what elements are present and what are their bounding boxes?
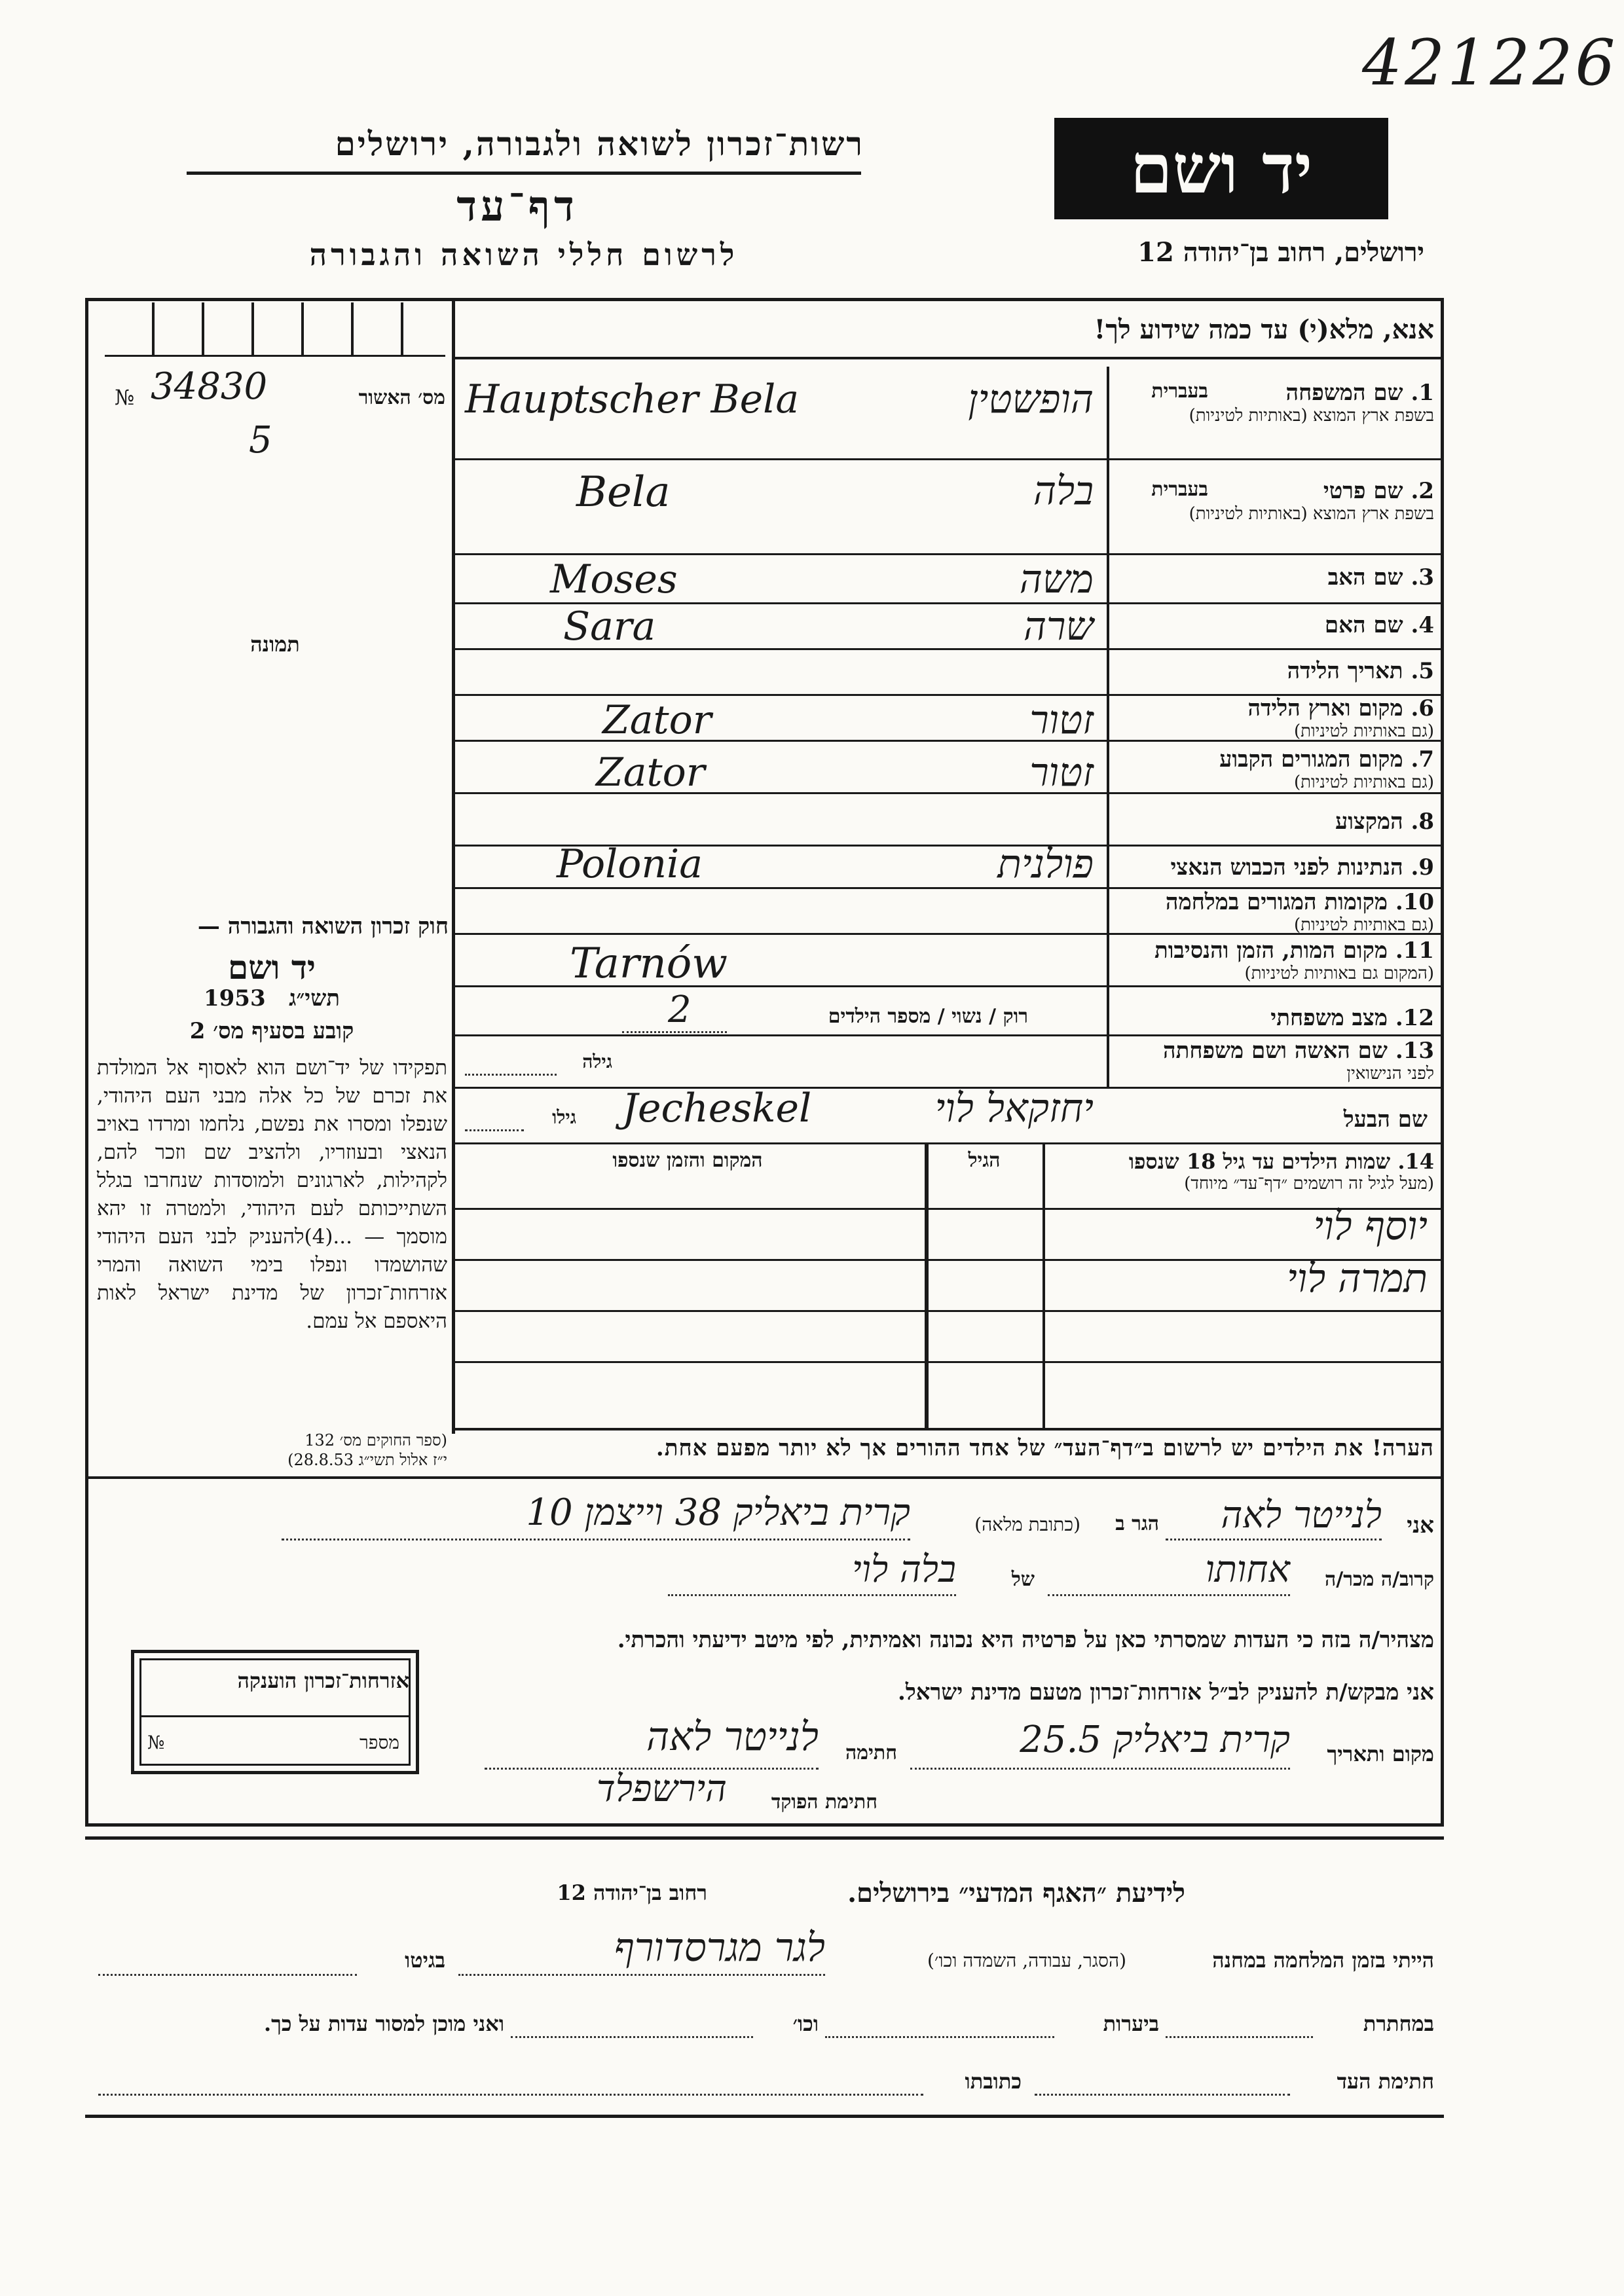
field-1-lang: בעברית <box>1151 380 1208 403</box>
law-year-heb: תשי״ג <box>289 985 341 1011</box>
field-10-num: 10. <box>1395 889 1434 915</box>
field-8-label <box>1113 809 1434 835</box>
field-6-label <box>1113 695 1434 741</box>
marital-options: רוק / נשוי / מספר הילדים <box>828 1005 1028 1028</box>
declarant-resides: הגר ב <box>1115 1512 1159 1535</box>
camp-line-underline <box>458 1974 825 1976</box>
field-11-label <box>1113 938 1434 983</box>
underground-label: במחתרת <box>1363 2011 1434 2036</box>
note-rule <box>85 1476 1444 1479</box>
field-9-latin-value: Polonia <box>557 841 703 887</box>
officer-label: חתימת הפוקד <box>771 1791 877 1813</box>
org-line: רשות־זכרון לשואה ולגבורה, ירושלים <box>335 124 864 163</box>
wife-age-line <box>465 1074 557 1076</box>
field-5-name: תאריך הלידה <box>1287 658 1403 684</box>
relation-of: של <box>1011 1568 1035 1591</box>
child-1-name: יוסף לוי <box>1313 1203 1428 1249</box>
field-4-latin-value: Sara <box>563 604 656 649</box>
cert-label: מס׳ האשור <box>358 386 445 409</box>
children-subtitle-text: (מעל לגיל זה רושמים ״דף־עד״ מיוחד) <box>1184 1174 1434 1194</box>
note: הערה! את הילדים יש לרשום ב״דף־העד״ של אחד ההורים אך לא יותר מפעם אחת. <box>655 1435 1434 1461</box>
field-3-latin-value: Moses <box>550 556 678 602</box>
forests-line <box>825 2036 1054 2038</box>
field-12-name: מצב משפחתי <box>1270 1005 1388 1031</box>
field-4-hebrew-value: שרה <box>1023 604 1094 649</box>
field-12-label <box>1113 1005 1434 1031</box>
field-10-sublabel: (גם באותיות לטיניות) <box>1293 915 1434 935</box>
wife-age-label: גילה <box>582 1051 612 1072</box>
camp-line-b: בגיטו <box>405 1948 445 1973</box>
forests-label: ביערות <box>1103 2011 1159 2036</box>
place-date-label: מקום ותאריך <box>1327 1741 1434 1766</box>
field-4-label <box>1113 612 1434 638</box>
place-date-line <box>910 1768 1290 1770</box>
field-10-name: מקומות המגורים במלחמה <box>1165 889 1388 915</box>
top-note-rule <box>453 357 1442 359</box>
bottom-rule-bottom <box>85 2115 1444 2118</box>
field-7-label <box>1113 746 1434 792</box>
place-date-value: קרית ביאליק 25.5 <box>1020 1719 1290 1761</box>
field-7-name: מקום המגורים הקבוע <box>1219 746 1403 773</box>
field-2-sublabel: בשפת ארץ המוצא (באותיות לטיניות) <box>1189 504 1434 524</box>
request-text: אני מבקש/ת להעניק לב״ל אזרחות־זכרון מטעם מדינת ישראל. <box>898 1679 1434 1705</box>
field-8-num: 8. <box>1411 809 1434 835</box>
field-9-name: הנתינות לפני הכבוש הנאצי <box>1170 854 1403 881</box>
camp-line-hint: (הסגר, עבודה, השמדה וכו׳) <box>927 1950 1126 1971</box>
relation-of-line <box>668 1594 956 1596</box>
field-9-hebrew-value: פולנית <box>997 841 1094 887</box>
field-2-num: 2. <box>1411 478 1434 504</box>
declarant-address: קרית ביאליק 38 וייצמן 10 <box>526 1491 910 1534</box>
field-1-hebrew-value: הופשטין <box>968 376 1094 422</box>
field-2-hebrew-value: בלה <box>1033 468 1094 514</box>
field-1-sublabel: בשפת ארץ המוצא (באותיות לטיניות) <box>1189 406 1434 426</box>
declarant-address-hint: (כתובת מלאה) <box>974 1514 1080 1535</box>
field-11-num: 11. <box>1395 938 1434 964</box>
field-7-latin-value: Zator <box>596 750 705 795</box>
husband-latin-value: Jecheskel <box>622 1085 812 1131</box>
bottom-title: לידיעת ״האגף המדעי״ בירושלים. <box>847 1878 1185 1908</box>
declarant-name: לנייטר לאה <box>1221 1494 1382 1537</box>
field-3-num: 3. <box>1411 564 1434 591</box>
field-11-name: מקום המות, הזמן והנסיבות <box>1154 938 1388 964</box>
witness-sig-label: חתימת העד <box>1337 2069 1434 2094</box>
field-3-label <box>1113 564 1434 591</box>
witness-addr-line <box>98 2094 923 2096</box>
officer-signature: הירשפלד <box>596 1768 727 1810</box>
field-10-label <box>1113 889 1434 935</box>
law-title: חוק זכרון השואה והגבורה — <box>197 913 449 939</box>
field-6-name: מקום וארץ הלידה <box>1247 695 1403 721</box>
logo: יד ושם <box>1054 118 1388 219</box>
form-title: דף־עד <box>456 182 578 231</box>
testimony-label: ואני מוכן למסור עדות על כך. <box>263 2011 504 2036</box>
signature-label: חתימה <box>845 1741 897 1764</box>
field-9-label <box>1113 854 1434 881</box>
cert-boxes <box>105 302 445 357</box>
field-6-sublabel: (גם באותיות לטיניות) <box>1293 721 1434 741</box>
husband-hebrew-value: יחזקאל לוי <box>934 1085 1094 1131</box>
law-year <box>95 985 449 1011</box>
witness-sig-line <box>1035 2094 1290 2096</box>
camp-line-value: לגר מגרסדורף <box>614 1925 825 1971</box>
field-1-num: 1. <box>1411 380 1434 406</box>
field-7-num: 7. <box>1411 746 1434 773</box>
field-6-hebrew-value: זטור <box>1029 697 1094 743</box>
field-2-name: שם פרטי <box>1323 478 1403 504</box>
declarant-name-line <box>1166 1539 1382 1540</box>
field-1-latin-value: Hauptscher Bela <box>465 376 800 422</box>
relation-value: אחותו <box>1205 1548 1290 1591</box>
header-address: ירושלים, רחוב בן־יהודה 12 <box>1137 237 1424 268</box>
children-col-age: הגיל <box>968 1149 1001 1172</box>
top-note: אנא, מלא(י) עד כמה שידוע לך! <box>1094 314 1434 345</box>
law-body: תפקידו של יד־ושם הוא לאסוף אל המולדת את זכרם של כל אלה מבני העם היהודי, שנפלו ומסרו את נפשם, נלחמו ומרדו באויב הנאצי ובעוזריו, ולהציב שם וזכר להם, לקהילות, לארגונים ולמוסדות שנחרבו בגלל השתייכותם לעם היהודי, ולמטרה זו יהא מוסמך — ...(4)להעניק לבני העם היהודי שהושמדו ונפלו בימי השואה והמרי אזרחות־זכרון של מדינת ישראל לאות היאספם אל עמם. <box>97 1056 447 1333</box>
field-13-label <box>1113 1038 1434 1084</box>
field-6-num: 6. <box>1411 695 1434 721</box>
field-3-name: שם האב <box>1327 564 1403 591</box>
husband-age-label: גילו <box>552 1106 576 1128</box>
field-3-hebrew-value: משה <box>1019 556 1094 602</box>
field-13-name: שם האשה ושם משפחתה <box>1163 1038 1388 1064</box>
citizenship-title: אזרחות־זכרון הוענקה <box>237 1668 409 1693</box>
husband-label: שם הבעל <box>1343 1106 1428 1133</box>
field-5-num: 5. <box>1411 658 1434 684</box>
relation-of-name: בלה לוי <box>851 1548 956 1591</box>
field-11-latin-value: Tarnów <box>570 939 728 988</box>
law-name: יד ושם <box>228 948 316 987</box>
field-5-label <box>1113 658 1434 684</box>
cert-number-sign: № <box>115 385 135 410</box>
field-8-name: המקצוע <box>1335 809 1403 835</box>
field-4-name: שם האם <box>1324 612 1403 638</box>
field-7-hebrew-value: זטור <box>1029 750 1094 795</box>
field-13-num: 13. <box>1395 1038 1434 1064</box>
law-ref-b: י״ז אלול תשי״ג 28.8.53) <box>287 1451 447 1469</box>
law-section: קובע בסעיף מס׳ 2 <box>189 1018 354 1044</box>
citizenship-number-sign: № <box>147 1732 165 1753</box>
field-1-name: שם המשפחה <box>1285 380 1403 406</box>
field-11-sublabel: (המקום גם באותיות לטיניות) <box>1244 964 1434 983</box>
etc-label: וכו׳ <box>792 2011 819 2036</box>
children-table-title <box>1048 1149 1434 1194</box>
etc-line <box>511 2036 753 2038</box>
declaration-text: מצהיר/ה בזה כי העדות שמסרתי כאן על פרטיה היא נכונה ואמיתית, לפי מיטב ידיעתי והכרתי. <box>617 1627 1434 1653</box>
field-9-num: 9. <box>1411 854 1434 881</box>
field-2-lang: בעברית <box>1151 478 1208 501</box>
photo-label: תמונה <box>250 632 300 657</box>
field-4-num: 4. <box>1411 612 1434 638</box>
law-ref <box>97 1430 447 1470</box>
underground-line <box>1166 2036 1313 2038</box>
header-underline <box>187 172 861 175</box>
child-2-name: תמרה לוי <box>1286 1256 1428 1302</box>
field-12-num: 12. <box>1395 1005 1434 1031</box>
children-col-place: המקום והזמן שנספו <box>612 1149 763 1172</box>
archive-number: 421226 <box>1362 26 1618 100</box>
children-count-line <box>622 1031 727 1033</box>
bottom-address: רחוב בן־יהודה 12 <box>557 1880 707 1905</box>
form-subtitle: לרשום חללי השואה והגבורה <box>309 237 739 272</box>
children-title-text: 14. שמות הילדים עד גיל 18 שנספו <box>1128 1149 1434 1174</box>
field-6-latin-value: Zator <box>602 697 712 743</box>
bottom-rule-top <box>85 1836 1444 1840</box>
law-ref-a: (ספר החוקים מס׳ 132 <box>304 1431 447 1449</box>
label-column-divider <box>1107 367 1109 1087</box>
cert-number-extra: 5 <box>249 419 272 462</box>
relation-prefix: קרוב/ה מכר/ה <box>1325 1568 1434 1591</box>
field-7-sublabel: (גם באותיות לטיניות) <box>1293 773 1434 792</box>
signature-value: לנייטר לאה <box>646 1714 819 1760</box>
field-2-latin-value: Bela <box>576 468 671 517</box>
children-count: 2 <box>668 989 692 1031</box>
witness-addr-label: כתובתו <box>965 2069 1022 2094</box>
cert-number: 34830 <box>151 365 268 408</box>
citizenship-number-label: מספר <box>360 1732 399 1753</box>
declarant-me: אני <box>1407 1512 1434 1539</box>
law-year-num: 1953 <box>203 985 266 1011</box>
camp-line-a: הייתי בזמן המלחמה במחנה <box>1212 1948 1434 1973</box>
declarant-address-line <box>282 1539 910 1540</box>
field-13-sublabel: לפני הנישואין <box>1346 1064 1434 1084</box>
husband-age-line <box>465 1129 524 1131</box>
relation-line <box>1048 1594 1290 1596</box>
ghetto-line <box>98 1974 357 1976</box>
